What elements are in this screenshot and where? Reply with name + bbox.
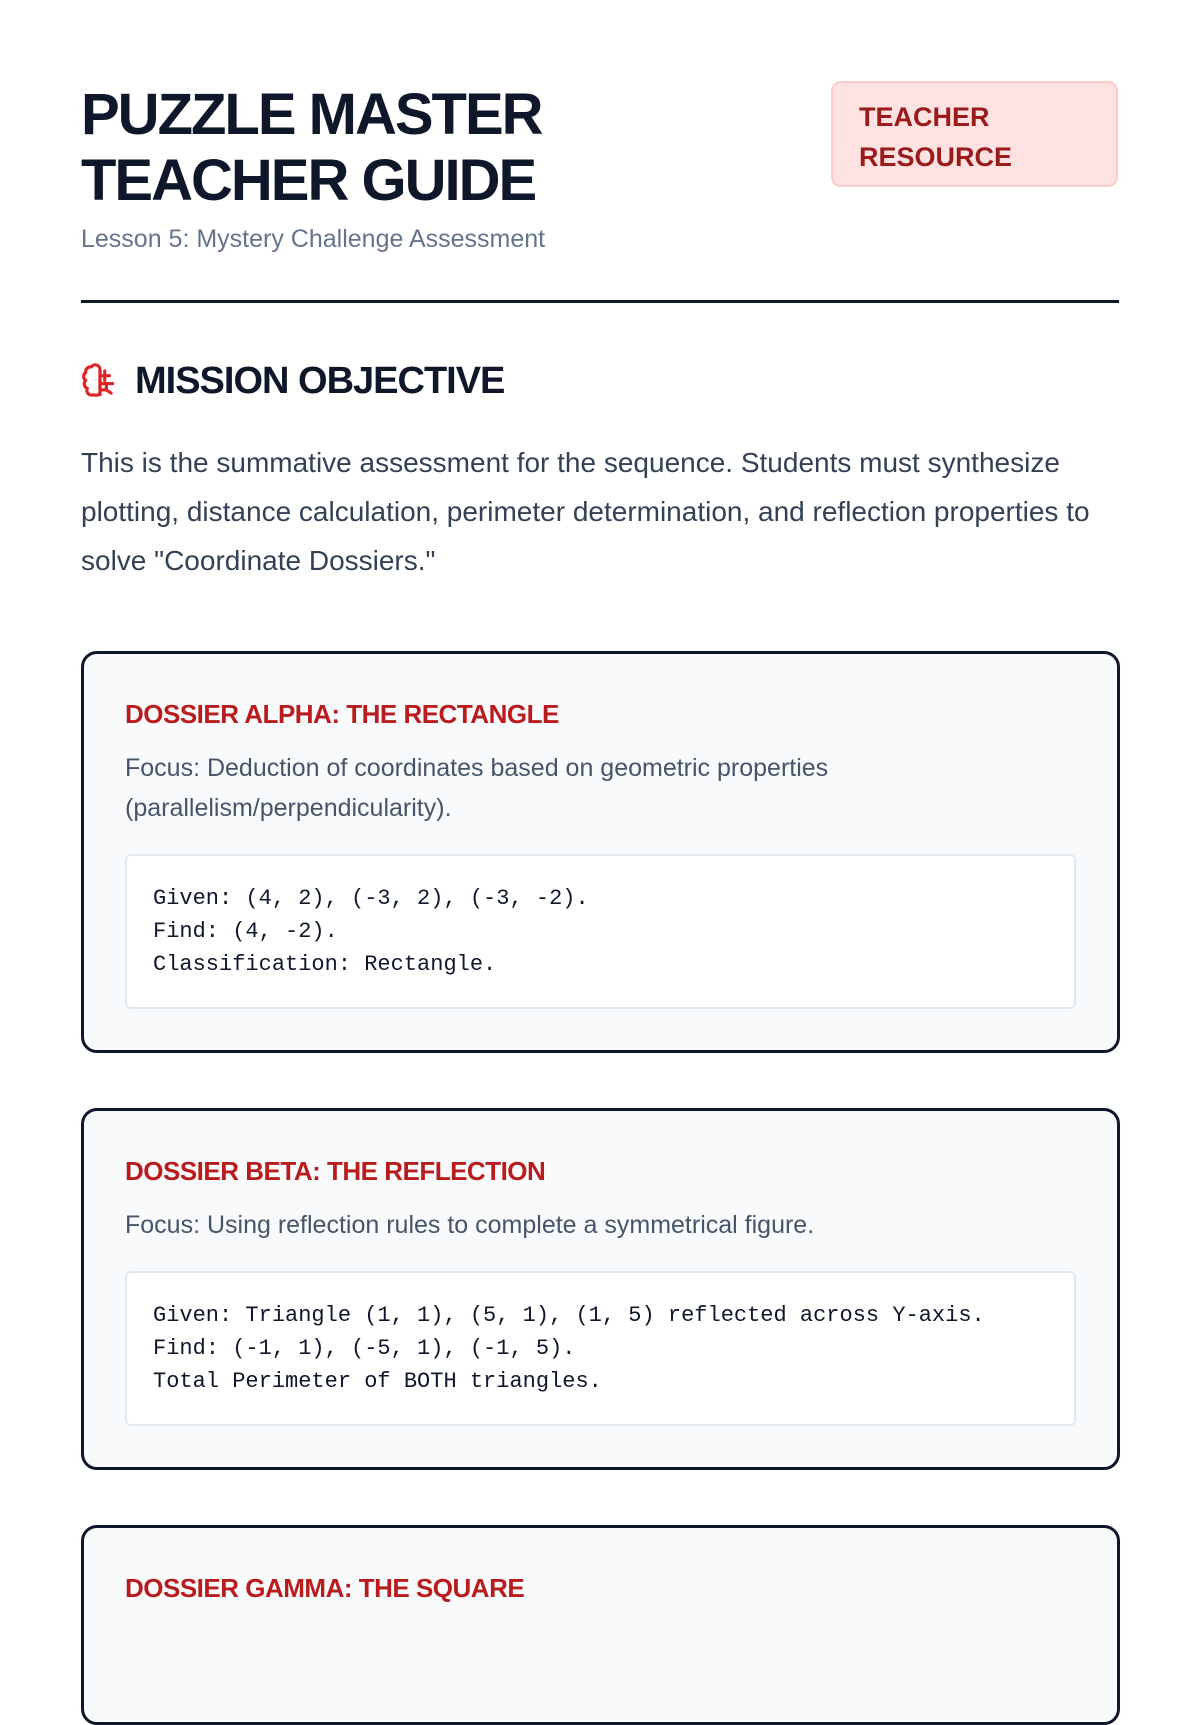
dossier-card-beta [81, 1108, 1120, 1470]
header [81, 0, 1119, 300]
dossier-focus: Focus: Using reflection rules to complete a symmetrical figure. [125, 1211, 815, 1239]
brain-icon [81, 362, 119, 402]
dossier-card-alpha [81, 651, 1120, 1053]
page-title: PUZZLE MASTER TEACHER GUIDE [81, 82, 542, 213]
dossier-title: DOSSIER BETA: THE REFLECTION [125, 1156, 546, 1186]
divider [81, 300, 1119, 303]
mission-heading-row [81, 360, 504, 403]
dossier-title: DOSSIER ALPHA: THE RECTANGLE [125, 699, 559, 729]
dossier-focus: Focus: Deduction of coordinates based on geometric properties (parallelism/perpendicularity). [125, 754, 829, 822]
dossier-card-gamma [81, 1525, 1120, 1725]
mission-heading: MISSION OBJECTIVE [135, 360, 505, 402]
dossier-code-block: Given: Triangle (1, 1), (5, 1), (1, 5) reflected across Y-axis. Find: (-1, 1), (-5, 1), (-1, 5). Total Perimeter of BOTH triangles. [125, 1271, 1076, 1426]
dossier-code-block: Given: (4, 2), (-3, 2), (-3, -2). Find: (4, -2). Classification: Rectangle. [125, 854, 1076, 1009]
page-subtitle: Lesson 5: Mystery Challenge Assessment [81, 225, 546, 253]
page [0, 0, 1200, 300]
mission-text: This is the summative assessment for the sequence. Students must synthesize plotting, distance calculation, perimeter determination, and reflection properties to solve "Coordinate Dossiers." [81, 447, 1090, 576]
teacher-resource-badge: TEACHER RESOURCE [831, 81, 1118, 187]
dossier-title: DOSSIER GAMMA: THE SQUARE [125, 1573, 525, 1603]
